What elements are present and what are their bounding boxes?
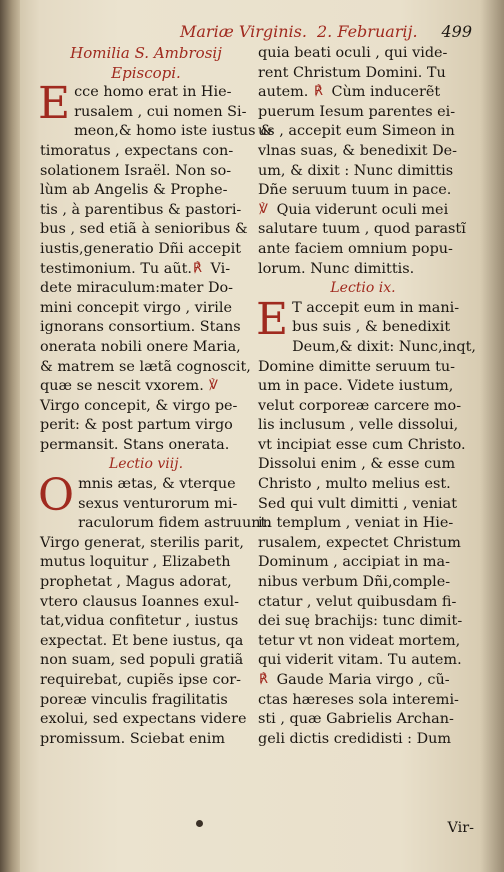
- homily-author: Episcopi.: [111, 63, 181, 82]
- lectio-heading-viii: Lectio viij.: [108, 456, 184, 473]
- text-line: [40, 260, 252, 280]
- text-line: mini concepit virgo , virile: [40, 299, 232, 316]
- text-line: dei suę brachijs: tunc dimit-: [258, 613, 463, 630]
- text-line: T accepit eum in mani-: [292, 299, 460, 316]
- text-line: Dominum , accipiat in ma-: [258, 554, 450, 571]
- ink-spot: [196, 820, 203, 827]
- text-line: us , accepit eum Simeon in: [258, 123, 455, 140]
- text-line: solationem Israël. Non so-: [40, 162, 232, 179]
- text-line: mutus loquitur , Elizabeth: [40, 554, 231, 571]
- page-number: 499: [441, 22, 472, 41]
- text-line: perit: & post partum virgo: [40, 417, 233, 434]
- catchword: Vir-: [447, 820, 474, 836]
- text-line: timoratus , expectans con-: [40, 142, 234, 159]
- text-line: tat,vidua confitetur , iustus: [40, 613, 239, 630]
- text-line: meon,& homo iste iustus &: [74, 123, 273, 140]
- text-line: rusalem, expectet Christum: [258, 534, 461, 551]
- text-line: ctas hæreses sola interemi-: [258, 691, 459, 708]
- paragraph-ecce: [38, 78, 273, 455]
- text-line: nibus verbum Dñi,comple-: [258, 574, 451, 591]
- running-date: 2. Februarij.: [317, 22, 418, 41]
- text-line: lùm ab Angelis & Prophe-: [40, 182, 228, 199]
- text-line: sti , quæ Gabrielis Archan-: [258, 711, 454, 728]
- text-line: puerum Iesum parentes ei-: [258, 103, 456, 120]
- text-line: vtero clausus Ioannes exul-: [40, 593, 239, 610]
- text-line: cce homo erat in Hie-: [74, 84, 232, 101]
- text-line: [258, 83, 468, 103]
- text-line: mnis ætas, & vterque: [78, 476, 236, 493]
- text-line: vt incipiat esse cum Christo.: [258, 436, 466, 453]
- homily-title: Homilia S. Ambrosij: [70, 44, 222, 62]
- text-line: ante faciem omnium popu-: [258, 240, 453, 257]
- running-title: Mariæ Virginis.: [180, 22, 307, 41]
- text-line: & matrem se lætã cognoscit,: [40, 358, 251, 375]
- text-line: exolui, sed expectans videre: [40, 711, 247, 728]
- text-line: geli dictis credidisti : Dum: [258, 730, 452, 747]
- text-fragment: quæ se nescit vxorem.: [40, 378, 204, 395]
- text-line: rusalem , cui nomen Si-: [74, 103, 247, 120]
- text-line: bus suis , & benedixit: [292, 319, 451, 336]
- text-line: permansit. Stans onerata.: [40, 436, 230, 453]
- lectio-heading-ix: Lectio ix.: [330, 280, 396, 297]
- text-line: um, & dixit : Nunc dimittis: [258, 162, 454, 179]
- text-line: Sed qui vult dimitti , veniat: [258, 495, 458, 512]
- right-column: [256, 44, 476, 749]
- response-symbol-icon: [258, 671, 272, 685]
- text-fragment: testimonium. Tu aũt.: [40, 260, 192, 277]
- text-fragment: Quia viderunt oculi mei: [272, 201, 449, 218]
- drop-cap-e: E: [256, 293, 289, 345]
- text-line: [40, 377, 252, 397]
- text-line: non suam, sed populi gratiã: [40, 652, 244, 669]
- svg-text:℣: ℣: [209, 378, 219, 392]
- text-line: Domine dimitte seruum tu-: [258, 358, 455, 375]
- drop-cap-o: O: [38, 470, 75, 522]
- left-column: [38, 44, 273, 749]
- text-line: lis inclusum , velle dissolui,: [258, 417, 459, 434]
- text-line: prophetat , Magus adorat,: [40, 574, 232, 591]
- text-line: promissum. Sciebat enim: [40, 730, 226, 747]
- text-line: onerata nobili onere Maria,: [40, 338, 241, 355]
- svg-text:℟: ℟: [192, 260, 202, 274]
- text-line: dete miraculum:mater Do-: [40, 280, 234, 297]
- versicle-symbol-icon: [258, 201, 272, 215]
- text-line: velut corporeæ carcere mo-: [258, 397, 462, 414]
- text-line: tetur vt non videat mortem,: [258, 632, 461, 649]
- text-line: bus , sed etiã à senioribus &: [40, 221, 248, 238]
- text-line: raculorum fidem astruunt.: [78, 515, 271, 532]
- running-header: [180, 22, 480, 42]
- svg-text:℣: ℣: [259, 201, 268, 215]
- text-line: in templum , veniat in Hie-: [258, 515, 454, 532]
- text-line: um in pace. Videte iustum,: [258, 378, 454, 395]
- text-line: salutare tuum , quod parastĩ: [258, 221, 466, 238]
- text-line: iustis,generatio Dñi accepit: [40, 240, 241, 257]
- response-symbol-icon: [313, 83, 327, 97]
- text-line: ignorans consortium. Stans: [40, 319, 241, 336]
- text-fragment: autem.: [258, 84, 309, 101]
- drop-cap-e: E: [38, 78, 71, 130]
- text-line: poreæ vinculis fragilitatis: [40, 691, 228, 708]
- text-fragment: Vi-: [205, 260, 231, 277]
- text-line: Dñe seruum tuum in pace.: [258, 182, 452, 199]
- text-line: Virgo concepit, & virgo pe-: [40, 397, 238, 414]
- text-line: requirebat, cupiẽs ipse cor-: [40, 672, 241, 688]
- text-line: Deum,& dixit: Nunc,inqt,: [292, 338, 476, 355]
- svg-text:℟: ℟: [259, 672, 268, 685]
- text-line: [258, 671, 468, 691]
- response-symbol-icon: [192, 260, 206, 274]
- text-line: vlnas suas, & benedixit De-: [258, 142, 458, 159]
- text-line: lorum. Nunc dimittis.: [258, 260, 415, 277]
- text-line: Dissolui enim , & esse cum: [258, 456, 456, 473]
- text-line: expectat. Et bene iustus, qa: [40, 632, 244, 649]
- book-gutter: [0, 0, 20, 872]
- text-line: Virgo generat, sterilis parit,: [40, 534, 244, 551]
- text-fragment: Gaude Maria virgo , cũ-: [272, 672, 450, 688]
- svg-text:℟: ℟: [313, 84, 323, 98]
- text-line: Christo , multo melius est.: [258, 476, 451, 493]
- paragraph-et-accepit: [256, 293, 476, 750]
- text-line: [258, 201, 468, 221]
- text-line: sexus venturorum mi-: [78, 495, 238, 512]
- text-line: rent Christum Domini. Tu: [258, 64, 446, 81]
- versicle-symbol-icon: [208, 377, 222, 391]
- text-line: tis , à parentibus & pastori-: [40, 201, 242, 218]
- text-fragment: Cùm inducerẽt: [326, 84, 441, 101]
- paragraph-omnis: [38, 470, 271, 749]
- text-line: quia beati oculi , qui vide-: [258, 45, 448, 61]
- text-line: qui viderit vitam. Tu autem.: [258, 652, 462, 669]
- text-line: ctatur , velut quibusdam fi-: [258, 593, 457, 610]
